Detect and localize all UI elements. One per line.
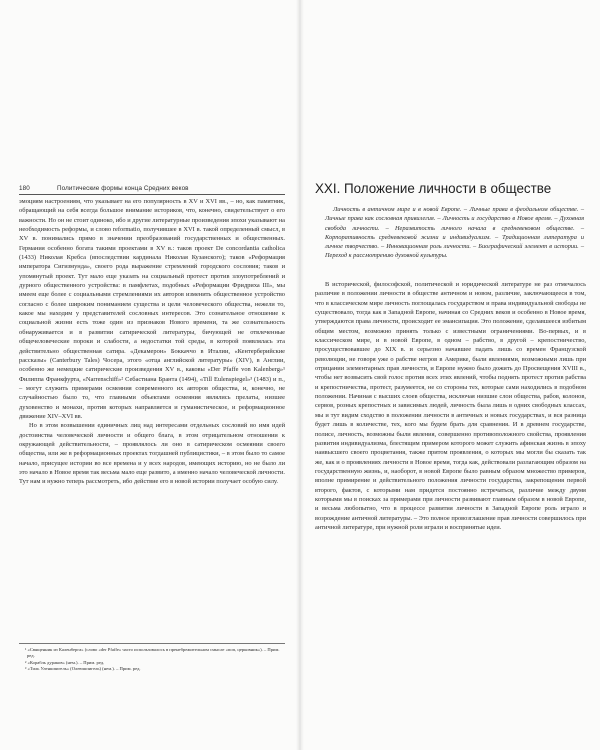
footnote-1: ¹ «Священник из Каленберга» (слово «der Pfaffe» часто использовалось в пренебрежительном смысле «поп, церковник»). – Прим. ред. (25, 647, 280, 659)
right-page (301, 0, 600, 750)
running-head (19, 185, 285, 195)
footnote-3: ³ «Тиль Уленшпигель» (Олеюшпигель) (нем.). – Прим. ред. (25, 665, 141, 671)
chapter-title: XXI. Положение личности в обществе (315, 181, 552, 196)
left-body-text (19, 197, 285, 487)
left-paragraph-2: Но в этом возвышении единичных лиц над интересами отдельных сословий во имя идей достоинства человеческой личности и общего блага, в этом отрицательном отношении к окружающей действительности, – проявлялось ли оно в сатирическом осмеянии своего общества, или же в реформационных проектах тогдашней публицистики, – в этом было то самое начало, присущее истории во все времена и у всех народов, имеющих историю, но не было ли это начало в Новое время так весьма мало еще развито, а именно начало человеческой личности. Тут нам и нужно теперь рассмотреть, ибо действие его в новой истории получает особую силу. (19, 422, 285, 486)
footnote-2: ² «Корабль дураков» (нем.). – Прим. ред. (25, 659, 105, 665)
chapter-summary-text: Личность в античном мире и в новой Европе. – Личные права в феодальном обществе. – Личные права как сословная привилегия. – Личность и государство в Новое время. – Духовная свобода личности. – Неразвитость личного начала в средневековом обществе. – Корпоративность средневековой жизни и индивидуализм. – Традиционная литература и личное творчество. – Инновационная роль личности. – Биографический элемент в истории. – Переход к рассмотрению духовной культуры. (325, 206, 584, 260)
right-body-text (315, 280, 586, 532)
page-number: 180 (19, 185, 30, 192)
left-page (0, 0, 299, 750)
running-title: Политические формы конца Средних веков (57, 185, 189, 192)
right-paragraph-1: В исторической, философской, политической и юридической литературе не раз отмечалось различие в положении личности в обществе античном и новом, различие, заключающееся в том, что в классическом мире личность поглощалась государством и права индивидуальной свободы не существовало, тогда как в Западной Европе, начиная со Средних веков и особенно в Новое время, утверждаются права личности, происходит ее эмансипация. Это положение, сделавшееся избитым общим местом, возможно принять только с известными ограничениями. Во-первых, и в классическом мире, и в новой Европе, в одном – рабство, в другой – крепостничество, просуществовавшее до XIX в. и серьезно начавшее падать лишь со времен Французской революции, не говоря уже о рабстве негров в Америке, были явлениями, возможными лишь при отрицании элементарных прав личности, и Европе нужно было дожить до Просвещения XVIII в., чтобы нет возвысить свой голос против всех этих явлений, чтобы поднять протест против рабства и крепостничества, протест, разумеется, не со стороны тех, которые сами находились в подобном положении. Начиная с высших слоев общества, исключая низшие слои общества, рабов, колонов, сервов, розных крепостных и зависимых людей, личность была лишь в одних свободных классах, мы и тут видим сходство в положении личности в античных и новых государствах, и вся разница будет лишь в количестве, тех, кого мы будем брать для сравнения. И в древнем государстве, полисе, личность, возможны были явления, совершенно противоположного свойства, проявления развития индивидуализма, блестящим примером которого может служить афинская жизнь в эпоху наивысшего своего процветания, также притом проявления, о которых мы могли бы сказать так же, как и о проявлениях личности в Новое время, тогда как, действовали разлагающим образом на государственную жизнь, и, наоборот, в новой Европе было равным образом множество примеров, вполне примирение и действительного положения личности государства, закрепощения первой второго, фактов, с которыми нам придется постоянно встречаться, различие между двумя которыми мы в поисках за примерами при личности развивают главным образом в новой Европе, и весьма любопытно, что в процессе развития личности в Западной Европе роль играло и возрождение античной литературы. – Это полное провозглашение прав личности совершилось при античной литературе, при нужной роли играли и воспринятые идеи. (315, 281, 586, 531)
footnotes (19, 643, 285, 672)
chapter-summary (325, 205, 584, 261)
left-paragraph-1: эмоциям настроениям, что указывает на его популярность в XV и XVI вв., – но, как памятник, обращающий на себя всегда большое внимание историков, что, конечно, свидетельствует о его важности. Но он не стоит одиноко, ибо и другие литературные произведения эпохи указывают на необходимость реформы, и слово reformatio, получившее в XVI в. такой определенный смысл, в XV в. понимались прямо в значении преобразований государственных и общественных. Германия особенно богата такими проектами в XV в.: таков проект De concordantia catholica (1433) Николая Кребса (впоследствии кардинала Николая Кузанского); таков «Реформация императора Сигизмунда», своего рода выражение стремлений городского сословия; таков и упомянутый проект. Тут мало еще указать на социальный протест против злоупотреблений и дурного общественного устройства: в памфлетах, подобных «Реформации Фридриха III», мы имеем еще более с социальными стремлениями их авторов изменить общественное устройство согласно с более широким пониманием существа и цели человеческого общества, нежели то, какое мы находим у представителей сословных интересов. Это сознательное отношение к социальной жизни есть тоже один из признаков Нового времени, та же сознательность обнаруживается и в развитии сатирической литературы, бичующей не отвлеченные общечеловеческие пороки и слабости, а недостатки той среды, в которой появлялась эта действительно общественная сатира. «Декамерон» Боккаччо в Италии, «Кентерберийские рассказы» (Canterbury Tales) Чосера, этого «отца английской литературы» (XIV), в Англии, особенно же немецкие сатирические произведения XV в., каковы «Der Pfaffe von Kalenberg»¹ Филиппа Франкфурта, «Narrenschiff»² Себастиана Бранта (1494), «Till Eulenspiegel»³ (1483) и п., – могут служить примерами осмеяния современного их авторов общества, и, конечно, не случайностью было то, что главными объектами осмеяния являлись прелаты, низшее духовенство и монахи, против которых направляется и гуманистическое, и реформационное движение XIV–XVI вв. (19, 198, 285, 420)
